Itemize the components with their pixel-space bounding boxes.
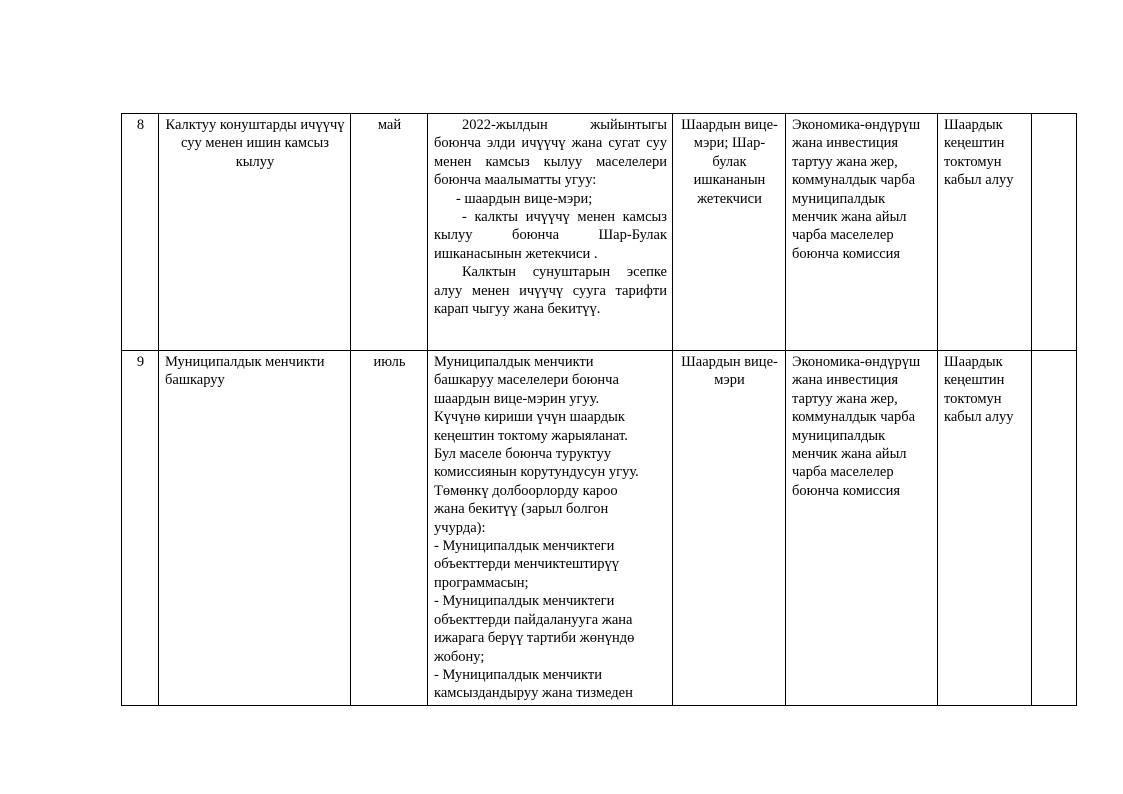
commission-cell: Экономика-өндүрүш жана инвестиция тартуу жана жер, коммуналдык чарба муниципалдык менчик жана айыл чарба маселелер боюнча комиссия <box>786 114 938 351</box>
commission-cell: Экономика-өндүрүш жана инвестиция тартуу жана жер, коммуналдык чарба муниципалдык менчик жана айыл чарба маселелер боюнча комиссия <box>786 351 938 706</box>
content-bullet: - калкты ичүүчү менен камсыз кылуу боюнча Шар-Булак ишканасынын жетекчиси . <box>434 209 667 262</box>
content-line: камсыздандыруу жана тизмеден <box>434 685 633 702</box>
content-line: ижарага берүү тартиби жөнүндө <box>434 630 635 647</box>
month-cell: май <box>351 114 428 351</box>
content-cell <box>428 351 673 706</box>
responsible-cell: Шаардын вице-мэри; Шар-булак ишкананын жетекчиси <box>673 114 786 351</box>
month-cell: июль <box>351 351 428 706</box>
content-paragraph: 2022-жылдын жыйынтыгы боюнча элди ичүүчү жана сугат суу менен камсыз кылуу маселелери боюнча маалыматты угуу: <box>434 117 667 189</box>
content-line: Күчүнө кириши үчүн шаардык <box>434 409 625 426</box>
row-number-cell: 8 <box>122 114 159 351</box>
content-line: комиссиянын корутундусун угуу. <box>434 464 639 481</box>
topic-cell: Муниципалдык менчикти башкаруу <box>159 351 351 706</box>
content-line: Бул маселе боюнча туруктуу <box>434 446 612 463</box>
result-cell: Шаардык кеңештин токтомун кабыл алуу <box>938 351 1032 706</box>
content-paragraph: Калктын сунуштарын эсепке алуу менен ичүүчү сууга тарифти карап чыгуу жана бекитүү. <box>434 264 667 318</box>
content-line: объекттерди пайдаланууга жана <box>434 611 633 628</box>
row-number-cell: 9 <box>122 351 159 706</box>
content-bullet: - шаардын вице-мэри; <box>456 190 593 207</box>
empty-cell <box>1032 114 1077 351</box>
content-line: - Муниципалдык менчиктеги <box>434 593 615 610</box>
content-line: программасын; <box>434 574 529 591</box>
result-cell: Шаардык кеңештин токтомун кабыл алуу <box>938 114 1032 351</box>
content-line: - Муниципалдык менчиктеги <box>434 538 615 555</box>
content-line: учурда): <box>434 519 486 536</box>
table-row <box>122 351 1077 706</box>
content-line: шаардын вице-мэрин угуу. <box>434 390 600 407</box>
table-row <box>122 114 1077 351</box>
content-line: башкаруу маселелери боюнча <box>434 372 619 389</box>
content-line: жана бекитүү (зарыл болгон <box>434 501 609 518</box>
content-line: объекттерди менчиктештирүү <box>434 556 620 573</box>
content-line: жобону; <box>434 648 485 665</box>
responsible-cell: Шаардын вице-мэри <box>673 351 786 706</box>
content-line: Муниципалдык менчикти <box>434 354 594 370</box>
topic-cell: Калктуу конуштарды ичүүчү суу менен ишин камсыз кылуу <box>159 114 351 351</box>
work-plan-table <box>121 113 1077 706</box>
content-cell <box>428 114 673 351</box>
content-line: кеңештин токтому жарыяланат. <box>434 427 628 444</box>
content-line: Төмөнкү долбоорлорду кароо <box>434 482 618 499</box>
empty-cell <box>1032 351 1077 706</box>
content-line: - Муниципалдык менчикти <box>434 666 602 683</box>
